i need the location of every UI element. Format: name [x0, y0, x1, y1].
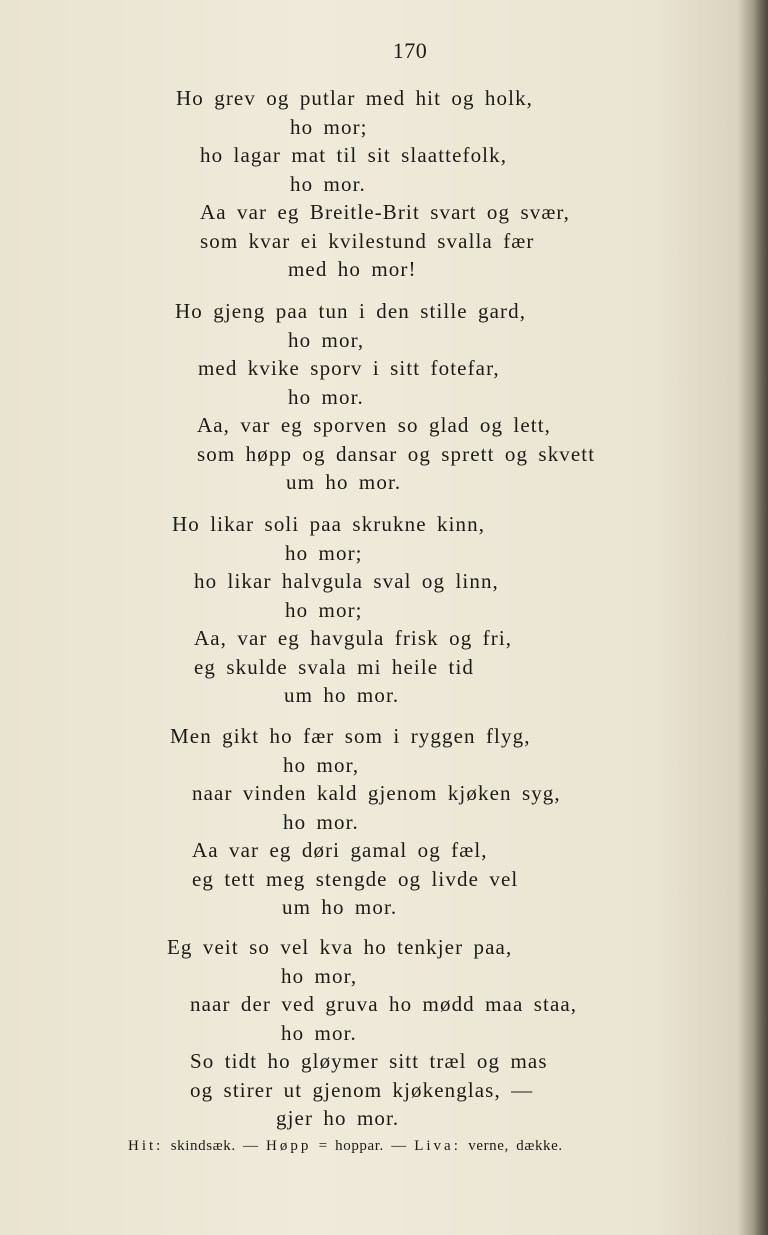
refrain-line: um ho mor.: [282, 895, 398, 919]
footnote-definition: verne, dække.: [468, 1138, 563, 1154]
verse-line: naar vinden kald gjenom kjøken syg,: [192, 781, 561, 805]
verse-line: med kvike sporv i sitt fotefar,: [198, 356, 500, 380]
refrain-line: ho mor.: [283, 810, 359, 834]
verse-line: ho likar halvgula sval og linn,: [194, 569, 499, 593]
refrain-line: med ho mor!: [288, 257, 417, 281]
refrain-line: ho mor;: [285, 598, 363, 622]
verse-line: So tidt ho gløymer sitt træl og mas: [190, 1049, 548, 1073]
refrain-line: ho mor.: [290, 172, 366, 196]
verse-line: som høpp og dansar og sprett og skvett: [197, 442, 596, 466]
refrain-line: um ho mor.: [286, 470, 402, 494]
verse-line: som kvar ei kvilestund svalla fær: [200, 229, 535, 253]
refrain-line: gjer ho mor.: [276, 1106, 400, 1130]
footnote-definition: = hoppar. —: [318, 1138, 407, 1154]
footnote-term: Høpp: [266, 1138, 312, 1154]
verse-line: eg skulde svala mi heile tid: [194, 655, 474, 679]
verse-line: ho lagar mat til sit slaattefolk,: [200, 143, 508, 167]
refrain-line: ho mor,: [283, 753, 360, 777]
refrain-line: ho mor,: [281, 964, 358, 988]
verse-line: Aa var eg døri gamal og fæl,: [192, 838, 488, 862]
verse-line: Eg veit so vel kva ho tenkjer paa,: [167, 935, 513, 959]
verse-line: eg tett meg stengde og livde vel: [192, 867, 519, 891]
refrain-line: ho mor;: [290, 115, 368, 139]
footnote-definition: skindsæk. —: [170, 1138, 259, 1154]
verse-line: Aa var eg Breitle-Brit svart og svær,: [200, 200, 571, 224]
verse-line: Ho grev og putlar med hit og holk,: [176, 86, 534, 110]
verse-line: Aa, var eg sporven so glad og lett,: [197, 413, 552, 437]
refrain-line: um ho mor.: [284, 683, 400, 707]
page-number: 170: [392, 38, 428, 63]
refrain-line: ho mor.: [281, 1021, 357, 1045]
refrain-line: ho mor.: [288, 385, 364, 409]
footnote: [128, 1138, 563, 1155]
verse-line: Ho likar soli paa skrukne kinn,: [172, 512, 486, 536]
verse-line: naar der ved gruva ho mødd maa staa,: [190, 992, 578, 1016]
verse-line: Men gikt ho fær som i ryggen flyg,: [170, 724, 531, 748]
footnote-term: Liva:: [414, 1138, 461, 1154]
refrain-line: ho mor;: [285, 541, 363, 565]
refrain-line: ho mor,: [288, 328, 365, 352]
verse-line: og stirer ut gjenom kjøkenglas, —: [190, 1078, 534, 1102]
verse-line: Aa, var eg havgula frisk og fri,: [194, 626, 513, 650]
verse-line: Ho gjeng paa tun i den stille gard,: [175, 299, 527, 323]
page-edge-shadow: [754, 0, 768, 1235]
footnote-term: Hit:: [128, 1138, 164, 1154]
